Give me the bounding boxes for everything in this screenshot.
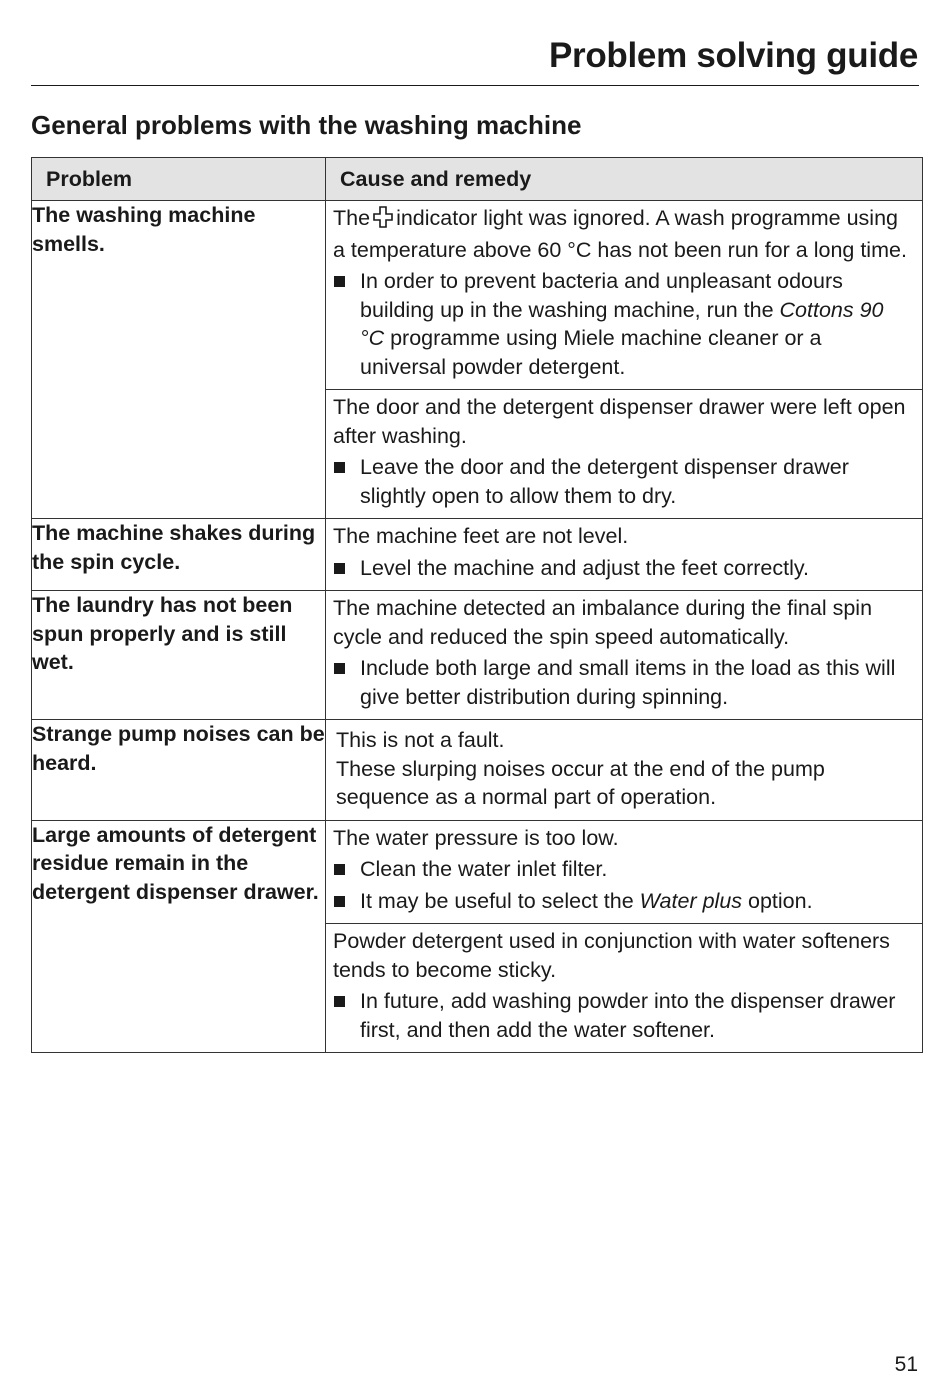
cause-cell [326,820,923,1053]
remedy-item: In future, add washing powder into the dispenser drawer first, and then add the water softener. [333,987,908,1044]
cause-cell [326,591,923,720]
table-row [32,820,923,1053]
header-divider [31,85,919,86]
remedy-item: In order to prevent bacteria and unpleasant odours building up in the washing machine, run the Cottons 90 °C programme using Miele machine cleaner or a universal powder detergent. [333,267,908,381]
cause-text: The door and the detergent dispenser drawer were left open after washing. [333,395,906,448]
column-header-cause: Cause and remedy [326,158,923,201]
table-header-row [32,158,923,201]
cause-block [326,201,922,390]
cause-block [326,821,922,925]
option-name: Water plus [639,888,743,913]
remedy-item: Clean the water inlet filter. [333,855,908,884]
hygiene-indicator-icon [373,206,393,236]
table-row [32,591,923,720]
cause-block [326,390,922,518]
cause-text: This is not a fault. [336,728,505,752]
problem-cell: Strange pump noises can be heard. [32,720,326,821]
column-header-problem: Problem [32,158,326,201]
cause-block [326,720,922,820]
cause-text: The machine detected an imbalance during the final spin cycle and reduced the spin speed automatically. [333,596,873,649]
page-header-title: Problem solving guide [548,36,918,75]
cause-cell [326,519,923,591]
cause-cell [326,201,923,519]
remedy-item: Leave the door and the detergent dispenser drawer slightly open to allow them to dry. [333,453,908,510]
remedy-item: Level the machine and adjust the feet correctly. [333,554,908,583]
cause-text: These slurping noises occur at the end of the pump sequence as a normal part of operation. [336,756,825,809]
problem-cell: The machine shakes during the spin cycle. [32,519,326,591]
cause-block [326,924,922,1052]
problem-cell: The laundry has not been spun properly and is still wet. [32,591,326,720]
problem-cell: The washing machine smells. [32,201,326,519]
cause-text: The indicator light was ignored. A wash programme using a temperature above 60 °C has not been run for a long time. [333,206,907,262]
cause-block [326,519,922,590]
table-row [32,201,923,519]
cause-block [326,591,922,719]
remedy-item: It may be useful to select the Water plus option. [333,887,908,916]
cause-cell [326,720,923,821]
table-row [32,720,923,821]
page-number: 51 [894,1353,918,1376]
remedy-item: Include both large and small items in the load as this will give better distribution during spinning. [333,654,908,711]
cause-text: Powder detergent used in conjunction with water softeners tends to become sticky. [333,929,890,982]
programme-name: Cottons 90 °C [360,297,884,350]
cause-text: The machine feet are not level. [333,524,629,548]
problem-solving-table [31,157,923,1053]
section-title: General problems with the washing machine [31,110,582,140]
problem-cell: Large amounts of detergent residue remain in the detergent dispenser drawer. [32,820,326,1053]
cause-text: The water pressure is too low. [333,825,619,850]
table-row [32,519,923,591]
